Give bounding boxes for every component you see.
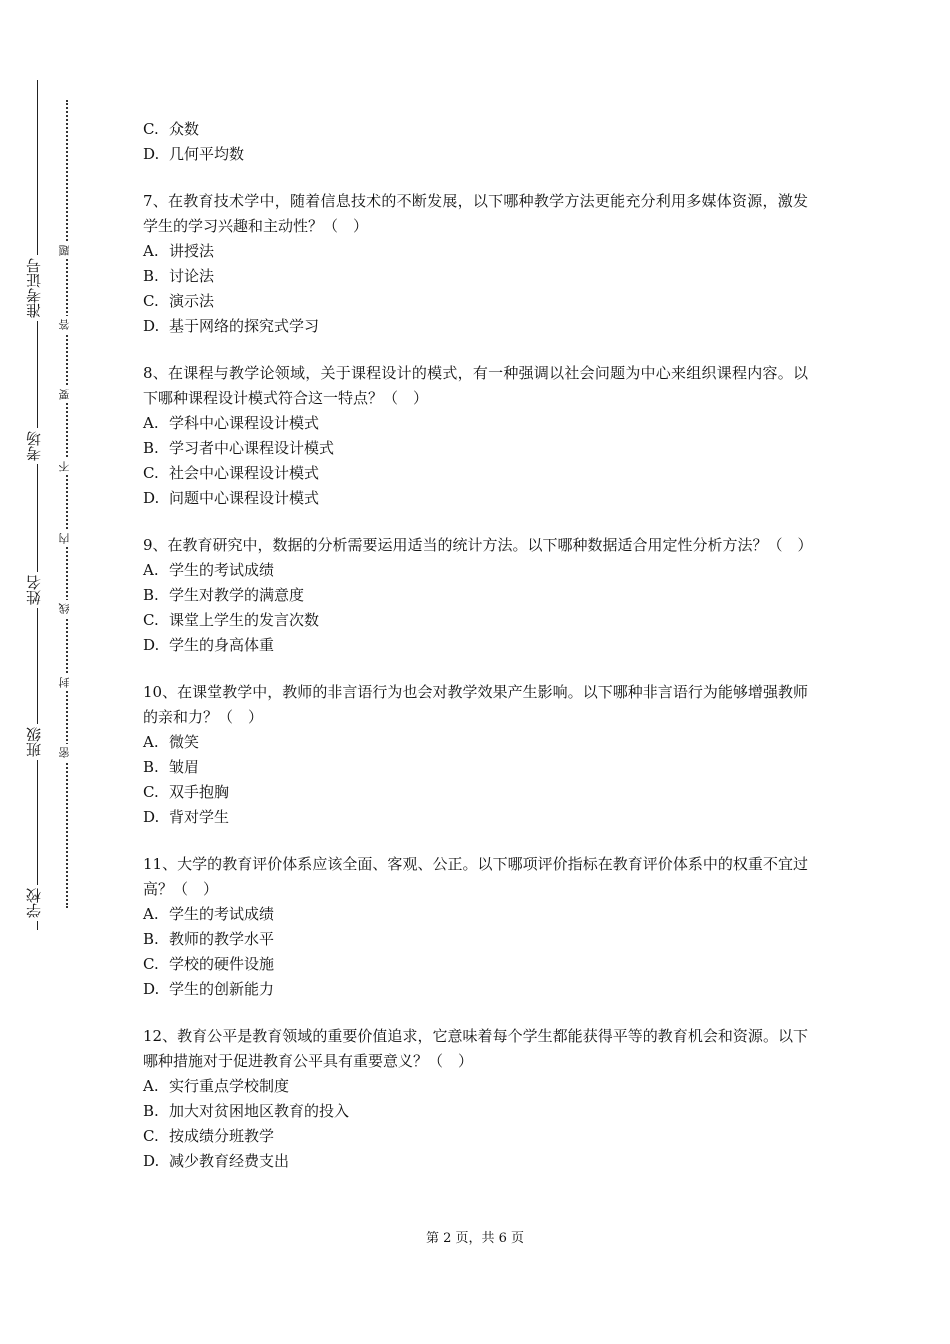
option-b: B. 讨论法 [143,267,215,285]
option-c: C. 演示法 [143,292,215,310]
question-8 [143,361,808,511]
class-field: 班级 [26,724,50,760]
option-a: A. 学生的考试成绩 [143,561,275,579]
seal-char: 密 [59,744,75,761]
binding-solid-line [37,80,38,930]
option-b: B. 学生对教学的满意度 [143,586,305,604]
option-c: C. 按成绩分班教学 [143,1127,275,1145]
option-a: A. 讲授法 [143,242,215,260]
exam-number-field: 准考证号 [26,255,50,321]
option-d: D. 几何平均数 [143,145,245,163]
school-field: 学校 [26,885,50,921]
option-b: B. 皱眉 [143,758,200,776]
question-text: 11、大学的教育评价体系应该全面、客观、公正。以下哪项评价指标在教育评价体系中的权重不宜过高？（ ） [143,855,808,898]
option-b: B. 教师的教学水平 [143,930,275,948]
seal-char: 内 [59,530,75,547]
seal-dotted-line [66,100,68,908]
option-b: B. 学习者中心课程设计模式 [143,439,335,457]
question-text: 8、在课程与教学论领域，关于课程设计的模式，有一种强调以社会问题为中心来组织课程内容。以下哪种课程设计模式符合这一特点？（ ） [143,364,808,407]
question-9 [143,533,813,658]
question-7 [143,189,808,339]
question-10 [143,680,808,830]
name-field: 姓名 [26,572,50,608]
option-d: D. 学生的身高体重 [143,636,275,654]
option-c: C. 社会中心课程设计模式 [143,464,320,482]
question-text: 12、教育公平是教育领域的重要价值追求，它意味着每个学生都能获得平等的教育机会和资源。以下哪种措施对于促进教育公平具有重要意义？（ ） [143,1027,808,1070]
carryover-options [143,117,808,167]
seal-char: 要 [59,386,75,403]
seal-char: 不 [59,458,75,475]
option-c: C. 双手抱胸 [143,783,230,801]
option-a: A. 微笑 [143,733,200,751]
page-footer: 第 2 页，共 6 页 [425,1231,525,1246]
seal-char: 题 [59,242,75,259]
question-12 [143,1024,808,1174]
exam-room-field: 考场 [26,428,50,464]
question-11 [143,852,808,1002]
option-d: D. 学生的创新能力 [143,980,275,998]
seal-char: 线 [59,600,75,617]
option-b: B. 加大对贫困地区教育的投入 [143,1102,350,1120]
option-a: A. 学科中心课程设计模式 [143,414,320,432]
option-d: D. 问题中心课程设计模式 [143,489,320,507]
question-text: 10、在课堂教学中，教师的非言语行为也会对教学效果产生影响。以下哪种非言语行为能够增强教师的亲和力？（ ） [143,683,808,726]
option-d: D. 背对学生 [143,808,230,826]
option-d: D. 基于网络的探究式学习 [143,317,320,335]
option-c: C. 课堂上学生的发言次数 [143,611,320,629]
seal-char: 答 [59,316,75,333]
option-a: A. 实行重点学校制度 [143,1077,290,1095]
option-c: C. 学校的硬件设施 [143,955,275,973]
question-text: 7、在教育技术学中，随着信息技术的不断发展，以下哪种教学方法更能充分利用多媒体资源，激发学生的学习兴趣和主动性？（ ） [143,192,808,235]
option-a: A. 学生的考试成绩 [143,905,275,923]
question-content [143,117,813,1196]
binding-margin [18,80,78,930]
seal-char: 封 [59,674,75,691]
question-text: 9、在教育研究中，数据的分析需要运用适当的统计方法。以下哪种数据适合用定性分析方法？（ ） [143,536,813,554]
option-c: C. 众数 [143,120,200,138]
option-d: D. 减少教育经费支出 [143,1152,290,1170]
